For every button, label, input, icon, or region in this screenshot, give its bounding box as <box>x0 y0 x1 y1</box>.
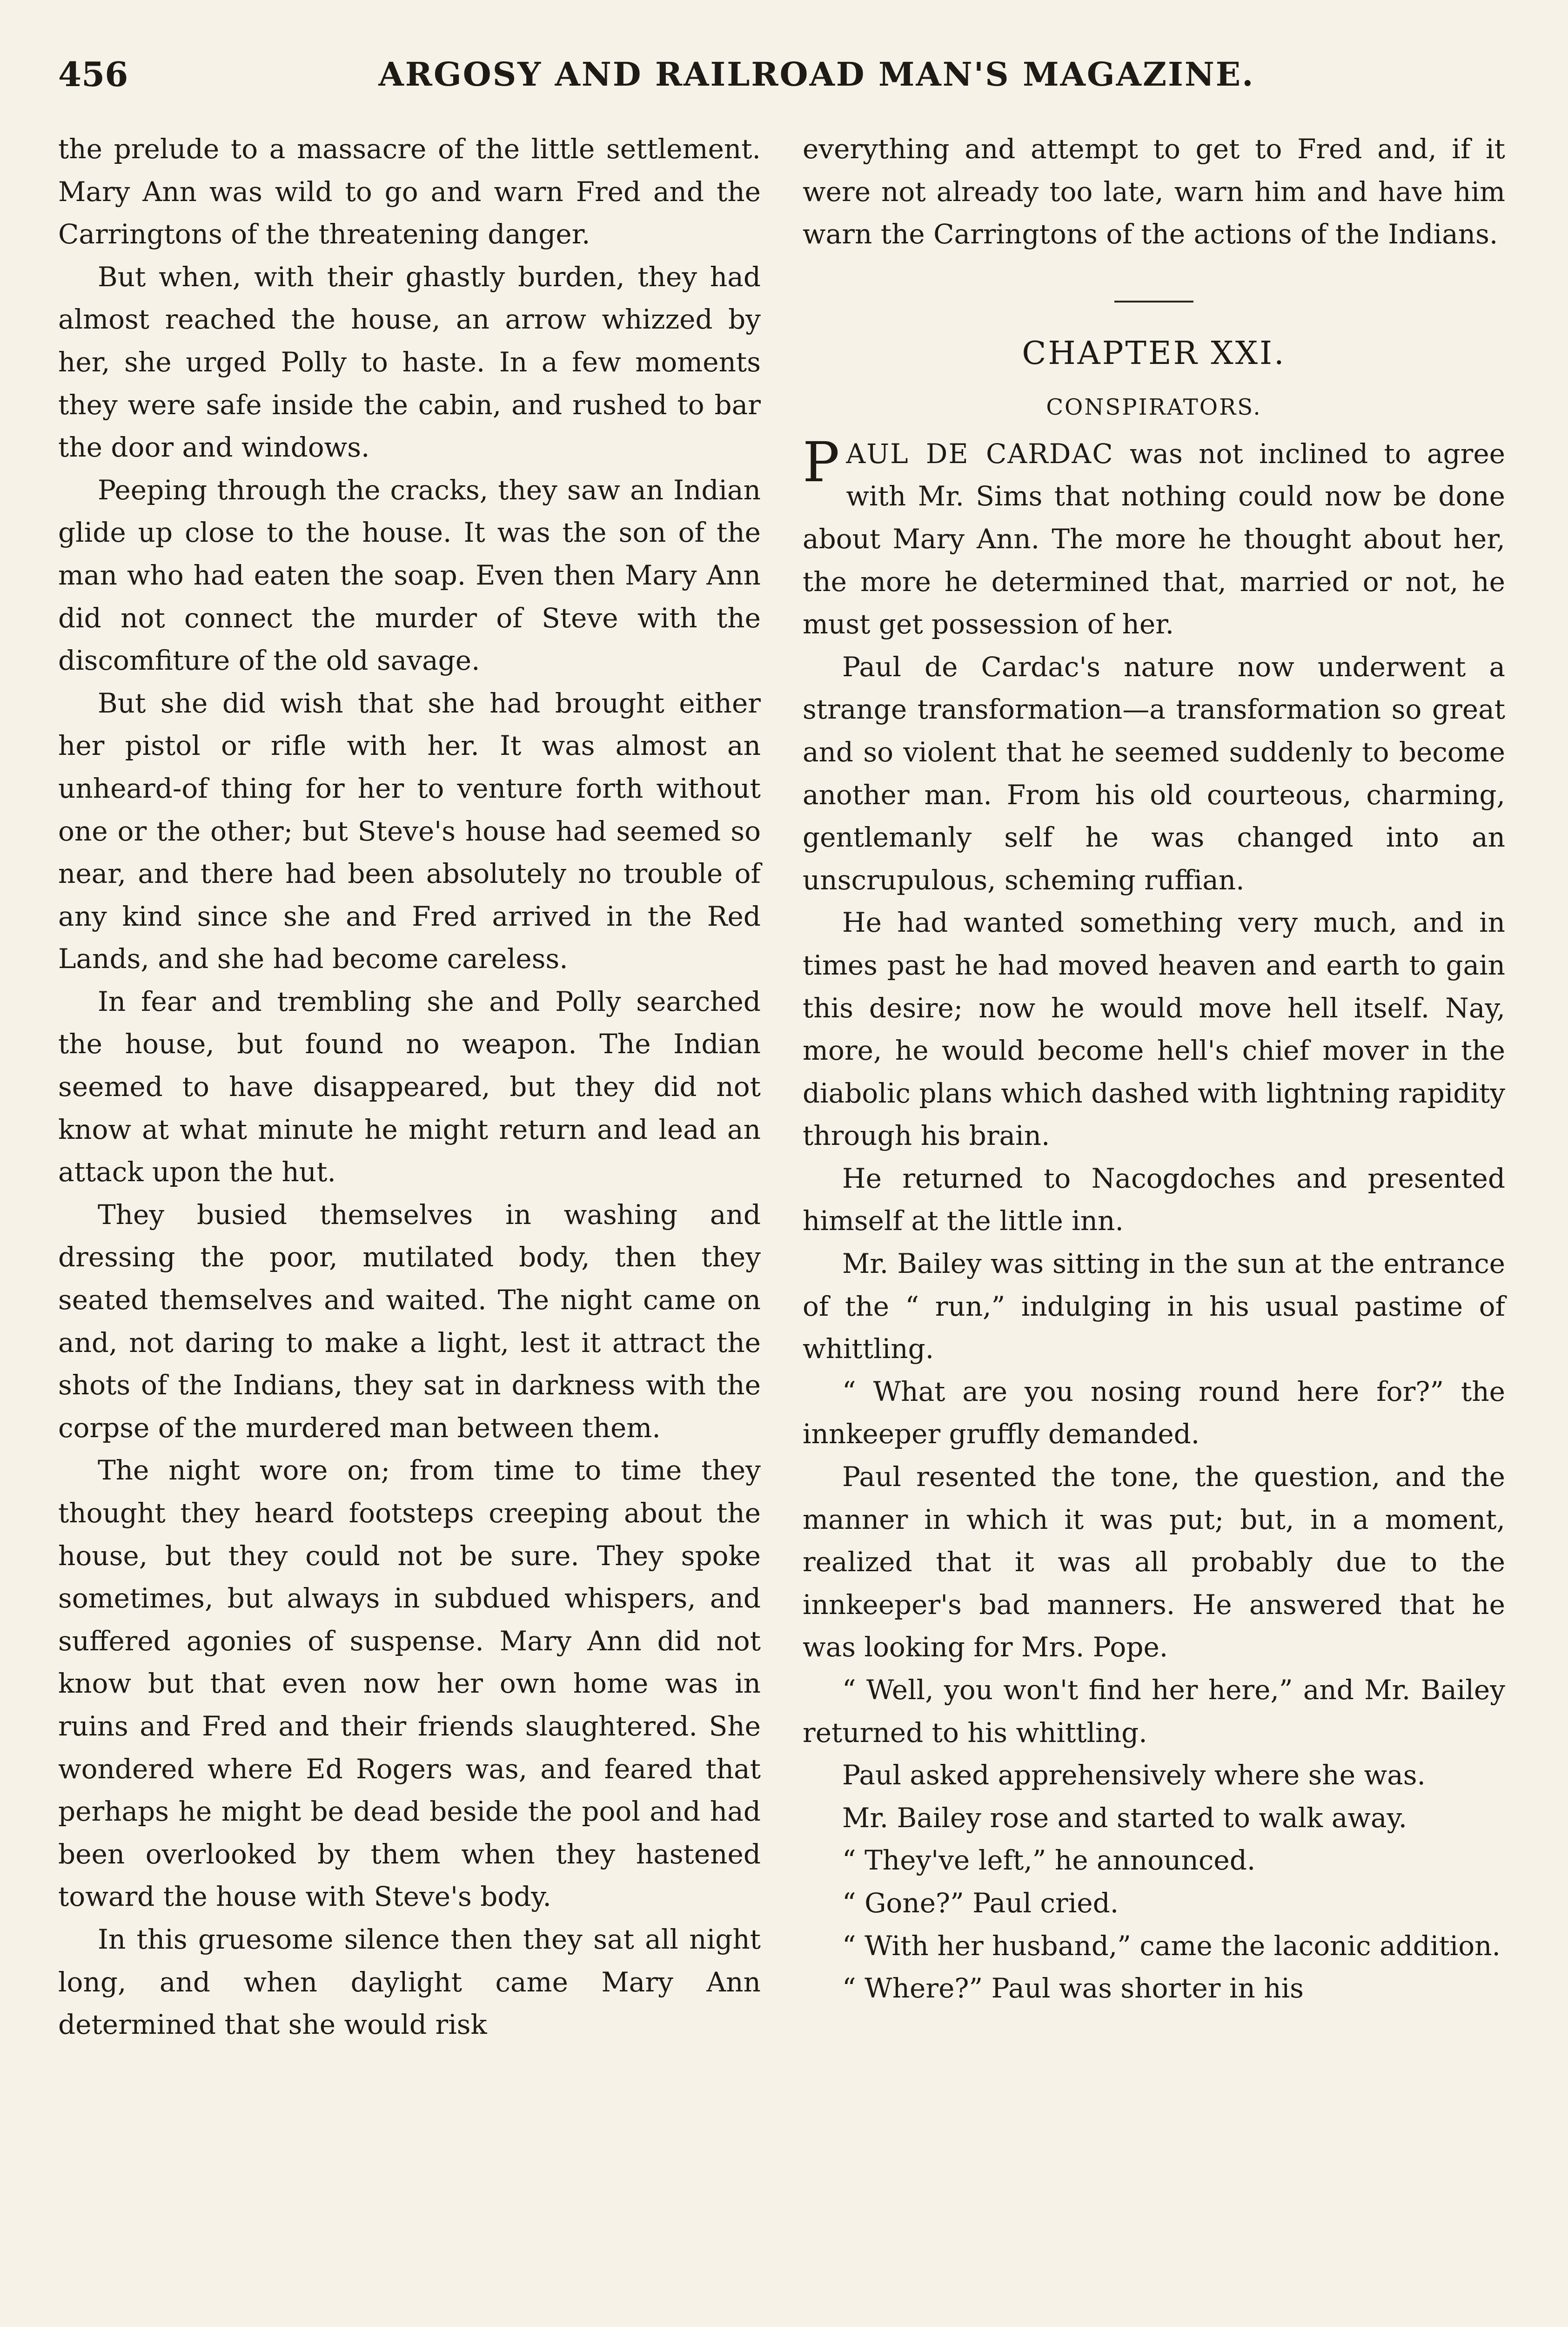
paragraph: Paul resented the tone, the question, and the manner in which it was put; but, in a moment, realized that it was all probably due to the innkeeper's bad manners. He answered that he was looking for Mrs. Pope. <box>803 1461 1505 1663</box>
paragraph: He had wanted something very much, and in times past he had moved heaven and earth to gain this desire; now he would move hell itself. Nay, more, he would become hell's chief mover in the diabolic plans which dashed with lightning rapidity through his brain. <box>803 907 1505 1152</box>
paragraph: Peeping through the cracks, they saw an Indian glide up close to the house. It was the son of the man who had eaten the soap. Even then Mary Ann did not connect the murder of Steve with the discomfiture of the old savage. <box>58 474 761 677</box>
paragraph: Paul de Cardac's nature now underwent a strange transformation—a transformation so great and so violent that he seemed suddenly to become another man. From his old courteous, charming, gentlemanly self he was changed into an unscrupulous, scheming ruffian. <box>803 651 1505 896</box>
paragraph: Mr. Bailey rose and started to walk away. <box>842 1802 1407 1834</box>
drop-cap: P <box>803 430 840 494</box>
section-divider <box>1114 301 1193 303</box>
paragraph: The night wore on; from time to time they thought they heard footsteps creeping about the house, but they could not be sure. They spoke sometimes, but always in subdued whispers, and suffered agonies of suspense. Mary Ann did not know but that even now her own home was in ruins and Fred and their friends slaughtered. She wondered where Ed Rogers was, and feared that perhaps he might be dead beside the pool and had been overlooked by them when they hastened toward the house with Steve's body. <box>58 1454 761 1913</box>
paragraph: He returned to Nacogdoches and presented himself at the little inn. <box>803 1162 1505 1237</box>
page-number: 456 <box>58 54 128 94</box>
paragraph: “ What are you nosing round here for?” the innkeeper gruffly demanded. <box>803 1375 1505 1450</box>
chapter-heading: CHAPTER XXI. <box>1022 335 1286 372</box>
paragraph: They busied themselves in washing and dressing the poor, mutilated body, then they seated themselves and waited. The night came on and, not daring to make a light, lest it attract the shots of the Indians, they sat in darkness with the corpse of the murdered man between them. <box>58 1198 761 1444</box>
right-column <box>803 128 1505 2010</box>
paragraph: “ Well, you won't find her here,” and Mr. Bailey returned to his whittling. <box>803 1674 1505 1749</box>
paragraph: Mr. Bailey was sitting in the sun at the entrance of the “ run,” indulging in his usual pastime of whittling. <box>803 1248 1505 1365</box>
paragraph: “ Where?” Paul was shorter in his <box>842 1972 1304 2004</box>
magazine-title: ARGOSY AND RAILROAD MAN'S MAGAZINE. <box>378 55 1255 94</box>
continuation-paragraph: everything and attempt to get to Fred and, if it were not already too late, warn him and have him warn the Carringtons of the actions of the Indians. <box>803 133 1505 250</box>
lead-caps: AUL DE CARDAC <box>846 437 1114 470</box>
paragraph: “ Gone?” Paul cried. <box>842 1887 1119 1919</box>
paragraph: But when, with their ghastly burden, they had almost reached the house, an arrow whizzed by her, she urged Polly to haste. In a few moments they were safe inside the cabin, and rushed to bar the door and windows. <box>58 261 761 464</box>
paragraph: But she did wish that she had brought either her pistol or rifle with her. It was almost an unheard-of thing for her to venture forth without one or the other; but Steve's house had seemed so near, and there had been absolutely no trouble of any kind since she and Fred arrived in the Red Lands, and she had become careless. <box>58 687 761 975</box>
chapter-opening-paragraph <box>803 430 1505 646</box>
paragraph: the prelude to a massacre of the little settlement. Mary Ann was wild to go and warn Fred and the Carringtons of the threatening danger. <box>58 133 761 250</box>
opening-text: was not inclined to agree with Mr. Sims that nothing could now be done about Mary Ann. The more he thought about her, the more he determined that, married or not, he must get possession of her. <box>803 437 1505 640</box>
paragraph: “ They've left,” he announced. <box>842 1844 1256 1876</box>
left-column <box>58 128 761 2046</box>
paragraph: In this gruesome silence then they sat all night long, and when daylight came Mary Ann determined that she would risk <box>58 1923 761 2041</box>
paragraph: “ With her husband,” came the laconic addition. <box>842 1930 1501 1962</box>
paragraph: Paul asked apprehensively where she was. <box>842 1759 1426 1791</box>
chapter-subtitle: CONSPIRATORS. <box>1046 394 1262 420</box>
paragraph: In fear and trembling she and Polly searched the house, but found no weapon. The Indian seemed to have disappeared, but they did not know at what minute he might return and lead an attack upon the hut. <box>58 985 761 1188</box>
page-header <box>58 47 1505 102</box>
